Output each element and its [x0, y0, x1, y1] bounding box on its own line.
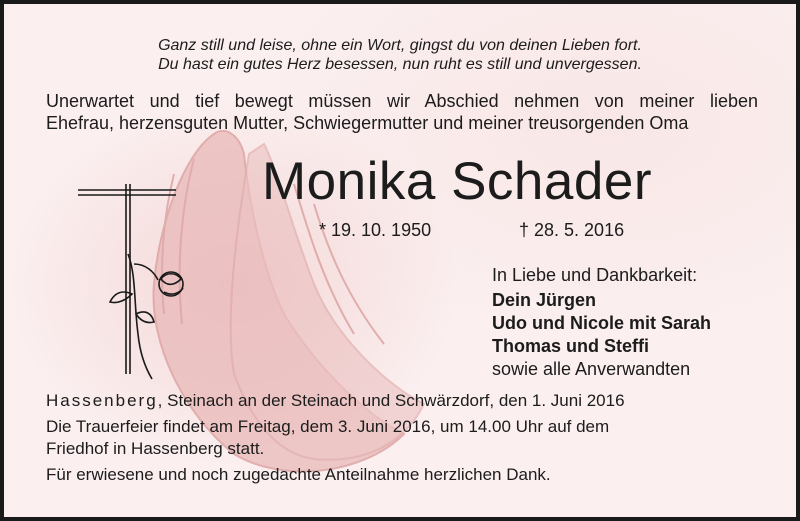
death-date: † 28. 5. 2016 [519, 220, 625, 240]
family-member: Thomas und Steffi [492, 336, 649, 356]
place-date-line [46, 391, 625, 411]
intro-line-1: Unerwartet und tief bewegt müssen wir Abschied nehmen von meiner lieben [46, 91, 758, 111]
family-intro: In Liebe und Dankbarkeit: [492, 265, 698, 285]
place-name: Hassenberg [46, 391, 158, 410]
intro-line-2: Ehefrau, herzensguten Mutter, Schwiegermutter und meiner treusorgenden Oma [46, 113, 689, 133]
family-member: Udo und Nicole mit Sarah [492, 313, 712, 333]
location-rest: , Steinach an der Steinach und Schwärzdorf, den 1. Juni 2016 [157, 391, 625, 410]
poem-line-2: Du hast ein gutes Herz besessen, nun ruht es still und unvergessen. [158, 56, 642, 73]
funeral-line-1: Die Trauerfeier findet am Freitag, dem 3. Juni 2016, um 14.00 Uhr auf dem [46, 417, 610, 436]
cross-with-rose-icon [76, 184, 196, 384]
birth-date: * 19. 10. 1950 [319, 220, 432, 240]
thanks-line: Für erwiesene und noch zugedachte Anteilnahme herzlichen Dank. [46, 465, 551, 484]
funeral-line-2: Friedhof in Hassenberg statt. [46, 439, 265, 458]
family-member: Dein Jürgen [492, 290, 597, 310]
poem-line-1: Ganz still und leise, ohne ein Wort, gingst du von deinen Lieben fort. [158, 37, 642, 54]
family-others: sowie alle Anverwandten [492, 359, 691, 379]
deceased-name: Monika Schader [262, 152, 652, 211]
